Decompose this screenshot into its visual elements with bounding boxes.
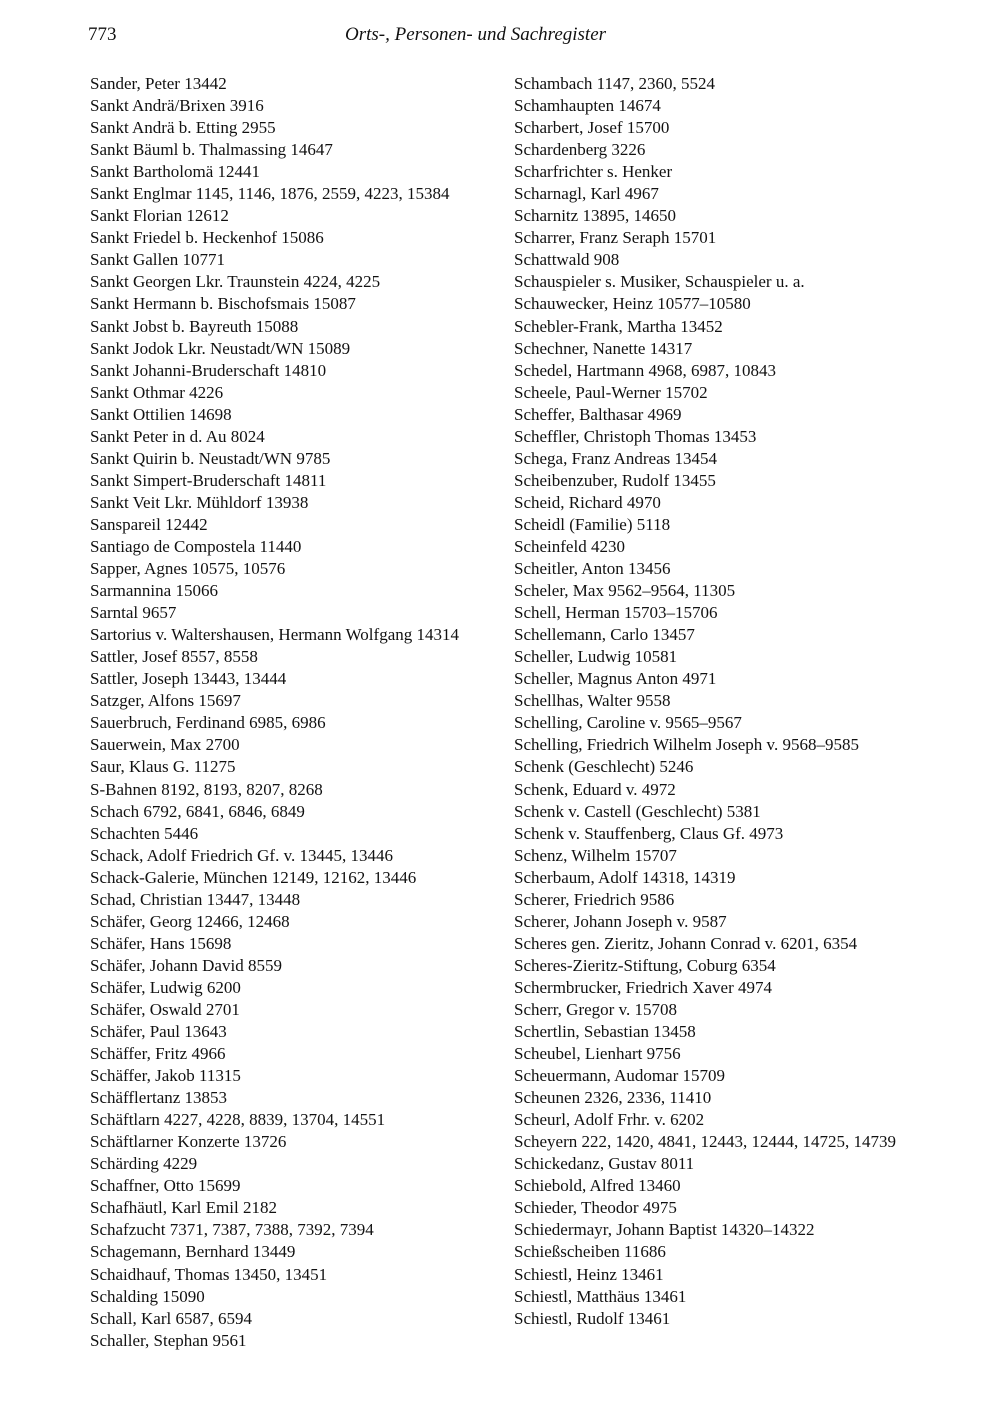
index-entry: Sauerbruch, Ferdinand 6985, 6986	[90, 713, 326, 733]
index-entry: Schermbrucker, Friedrich Xaver 4974	[514, 977, 773, 997]
index-entry: Sankt Andrä b. Etting 2955	[90, 118, 276, 138]
index-column-right	[514, 73, 919, 1330]
index-entry: Sankt Florian 12612	[90, 206, 229, 226]
index-entry: Sattler, Josef 8557, 8558	[90, 647, 258, 667]
running-title: Orts-, Personen- und Sachregister	[345, 24, 607, 45]
index-entry: Schertlin, Sebastian 13458	[514, 1022, 696, 1042]
index-entry: Schäfer, Ludwig 6200	[90, 977, 241, 997]
index-entry: Santiago de Compostela 11440	[90, 536, 302, 556]
index-entry: Schafhäutl, Karl Emil 2182	[90, 1198, 277, 1218]
index-entry: Schall, Karl 6587, 6594	[90, 1308, 252, 1328]
index-entry: Schaller, Stephan 9561	[90, 1330, 247, 1350]
index-entry: Schenk, Eduard v. 4972	[514, 779, 676, 799]
index-entry: Sankt Hermann b. Bischofsmais 15087	[90, 294, 356, 314]
index-entry: Schaidhauf, Thomas 13450, 13451	[90, 1264, 328, 1284]
index-entry: Schack-Galerie, München 12149, 12162, 13446	[90, 867, 417, 887]
index-entry: Satzger, Alfons 15697	[90, 691, 241, 711]
index-entry: Schiestl, Rudolf 13461	[514, 1308, 671, 1328]
index-entry: Scherbaum, Adolf 14318, 14319	[514, 867, 736, 887]
index-entry: Sankt Quirin b. Neustadt/WN 9785	[90, 448, 331, 468]
index-entry: Schiedermayr, Johann Baptist 14320–14322	[514, 1220, 815, 1240]
index-entry: Sankt Andrä/Brixen 3916	[90, 96, 264, 116]
index-entry: Schauspieler s. Musiker, Schauspieler u. a.	[514, 272, 805, 292]
index-entry: Schedel, Hartmann 4968, 6987, 10843	[514, 360, 777, 380]
index-entry: Sankt Ottilien 14698	[90, 404, 232, 424]
index-entry: Sapper, Agnes 10575, 10576	[90, 559, 286, 579]
index-entry: Schagemann, Bernhard 13449	[90, 1242, 296, 1262]
index-entry: Schambach 1147, 2360, 5524	[514, 74, 715, 93]
index-entry: Saur, Klaus G. 11275	[90, 757, 236, 777]
index-entry: Schieder, Theodor 4975	[514, 1198, 677, 1218]
index-entry: Schenz, Wilhelm 15707	[514, 845, 677, 865]
index-column-left	[90, 73, 495, 1352]
index-entry: Schenk v. Castell (Geschlecht) 5381	[514, 801, 761, 821]
index-entry: Schell, Herman 15703–15706	[514, 603, 718, 623]
index-entry: Schiestl, Matthäus 13461	[514, 1286, 687, 1306]
index-entry: Sankt Bartholomä 12441	[90, 162, 260, 182]
index-entry: Scharfrichter s. Henker	[514, 162, 673, 182]
index-entry: Scherr, Gregor v. 15708	[514, 999, 677, 1019]
index-entry: Sankt Gallen 10771	[90, 250, 226, 270]
index-entry: Schach 6792, 6841, 6846, 6849	[90, 801, 305, 821]
index-entry: Schärding 4229	[90, 1154, 198, 1174]
index-entry: Schenk (Geschlecht) 5246	[514, 757, 694, 777]
index-entry: Sarmannina 15066	[90, 581, 218, 601]
index-entry: Schack, Adolf Friedrich Gf. v. 13445, 13446	[90, 845, 393, 865]
index-entry: Schelling, Caroline v. 9565–9567	[514, 713, 742, 733]
index-entry: Schiestl, Heinz 13461	[514, 1264, 664, 1284]
index-entry: Scheller, Magnus Anton 4971	[514, 669, 717, 689]
index-entry: Sankt Bäuml b. Thalmassing 14647	[90, 140, 333, 160]
index-entry: Schäftlarner Konzerte 13726	[90, 1132, 287, 1152]
index-entry: Schäfer, Hans 15698	[90, 933, 232, 953]
index-entry: Scharnagl, Karl 4967	[514, 184, 659, 204]
index-entry: Scheunen 2326, 2336, 11410	[514, 1088, 712, 1108]
index-entry: Schäffer, Fritz 4966	[90, 1044, 226, 1064]
index-entry: Scheyern 222, 1420, 4841, 12443, 12444, 14725, 14739	[514, 1132, 897, 1152]
index-entry: Sattler, Joseph 13443, 13444	[90, 669, 287, 689]
index-entry: Schäffer, Jakob 11315	[90, 1066, 241, 1086]
index-entry: Scheid, Richard 4970	[514, 492, 661, 512]
index-entry: Sartorius v. Waltershausen, Hermann Wolfgang 14314	[90, 625, 459, 645]
index-entry: Sankt Englmar 1145, 1146, 1876, 2559, 4223, 15384	[90, 184, 450, 204]
index-entry: Scharnitz 13895, 14650	[514, 206, 676, 226]
index-entry: Schäfer, Oswald 2701	[90, 999, 240, 1019]
index-entry: Scheler, Max 9562–9564, 11305	[514, 581, 736, 601]
index-entry: Schickedanz, Gustav 8011	[514, 1154, 695, 1174]
index-entry: Schäfer, Georg 12466, 12468	[90, 911, 290, 931]
index-entry: Schardenberg 3226	[514, 140, 646, 160]
page-number: 773	[88, 24, 117, 45]
index-entry: Schiebold, Alfred 13460	[514, 1176, 681, 1196]
index-entry: Scheitler, Anton 13456	[514, 559, 671, 579]
index-entry: Sankt Jobst b. Bayreuth 15088	[90, 316, 299, 336]
index-entry: Schechner, Nanette 14317	[514, 338, 693, 358]
index-entry: Schalding 15090	[90, 1286, 205, 1306]
index-entry: S-Bahnen 8192, 8193, 8207, 8268	[90, 779, 323, 799]
index-entry: Sankt Peter in d. Au 8024	[90, 426, 265, 446]
index-entry: Scheele, Paul-Werner 15702	[514, 382, 708, 402]
index-entry: Scherer, Johann Joseph v. 9587	[514, 911, 727, 931]
index-entry: Schad, Christian 13447, 13448	[90, 889, 301, 909]
index-entry: Sankt Jodok Lkr. Neustadt/WN 15089	[90, 338, 351, 358]
index-entry: Schattwald 908	[514, 250, 620, 270]
index-entry: Scheidl (Familie) 5118	[514, 514, 671, 534]
index-entry: Schellemann, Carlo 13457	[514, 625, 695, 645]
index-entry: Schachten 5446	[90, 823, 199, 843]
index-entry: Sankt Veit Lkr. Mühldorf 13938	[90, 492, 309, 512]
index-entry: Sankt Georgen Lkr. Traunstein 4224, 4225	[90, 272, 381, 292]
index-entry: Scheurl, Adolf Frhr. v. 6202	[514, 1110, 705, 1130]
index-entry: Scharrer, Franz Seraph 15701	[514, 228, 717, 248]
index-entry: Schelling, Friedrich Wilhelm Joseph v. 9568–9585	[514, 735, 859, 755]
index-entry: Scheffler, Christoph Thomas 13453	[514, 426, 757, 446]
index-entry: Schäfflertanz 13853	[90, 1088, 228, 1108]
index-entry: Schäftlarn 4227, 4228, 8839, 13704, 14551	[90, 1110, 386, 1130]
index-entry: Schebler-Frank, Martha 13452	[514, 316, 723, 336]
index-entry: Sankt Othmar 4226	[90, 382, 224, 402]
index-entry: Schamhaupten 14674	[514, 96, 661, 116]
index-entry: Scheinfeld 4230	[514, 536, 625, 556]
index-entry: Schießscheiben 11686	[514, 1242, 666, 1262]
index-entry: Schenk v. Stauffenberg, Claus Gf. 4973	[514, 823, 784, 843]
index-entry: Schaffner, Otto 15699	[90, 1176, 241, 1196]
index-entry: Schellhas, Walter 9558	[514, 691, 671, 711]
index-entry: Scheffer, Balthasar 4969	[514, 404, 682, 424]
index-entry: Sankt Johanni-Bruderschaft 14810	[90, 360, 327, 380]
index-entry: Scheller, Ludwig 10581	[514, 647, 678, 667]
index-entry: Schauwecker, Heinz 10577–10580	[514, 294, 751, 314]
index-entry: Scherer, Friedrich 9586	[514, 889, 675, 909]
index-entry: Sankt Simpert-Bruderschaft 14811	[90, 470, 327, 490]
index-entry: Scheres gen. Zieritz, Johann Conrad v. 6201, 6354	[514, 933, 858, 953]
index-entry: Scheuermann, Audomar 15709	[514, 1066, 726, 1086]
index-entry: Sanspareil 12442	[90, 514, 208, 534]
index-entry: Sankt Friedel b. Heckenhof 15086	[90, 228, 324, 248]
index-entry: Schäfer, Johann David 8559	[90, 955, 282, 975]
index-entry: Scheibenzuber, Rudolf 13455	[514, 470, 716, 490]
index-entry: Sarntal 9657	[90, 603, 177, 623]
index-entry: Scheres-Zieritz-Stiftung, Coburg 6354	[514, 955, 776, 975]
index-entry: Scharbert, Josef 15700	[514, 118, 670, 138]
index-entry: Schäfer, Paul 13643	[90, 1022, 227, 1042]
index-entry: Scheubel, Lienhart 9756	[514, 1044, 681, 1064]
index-entry: Schega, Franz Andreas 13454	[514, 448, 718, 468]
index-entry: Sauerwein, Max 2700	[90, 735, 240, 755]
index-entry: Schafzucht 7371, 7387, 7388, 7392, 7394	[90, 1220, 374, 1240]
index-entry: Sander, Peter 13442	[90, 74, 227, 93]
